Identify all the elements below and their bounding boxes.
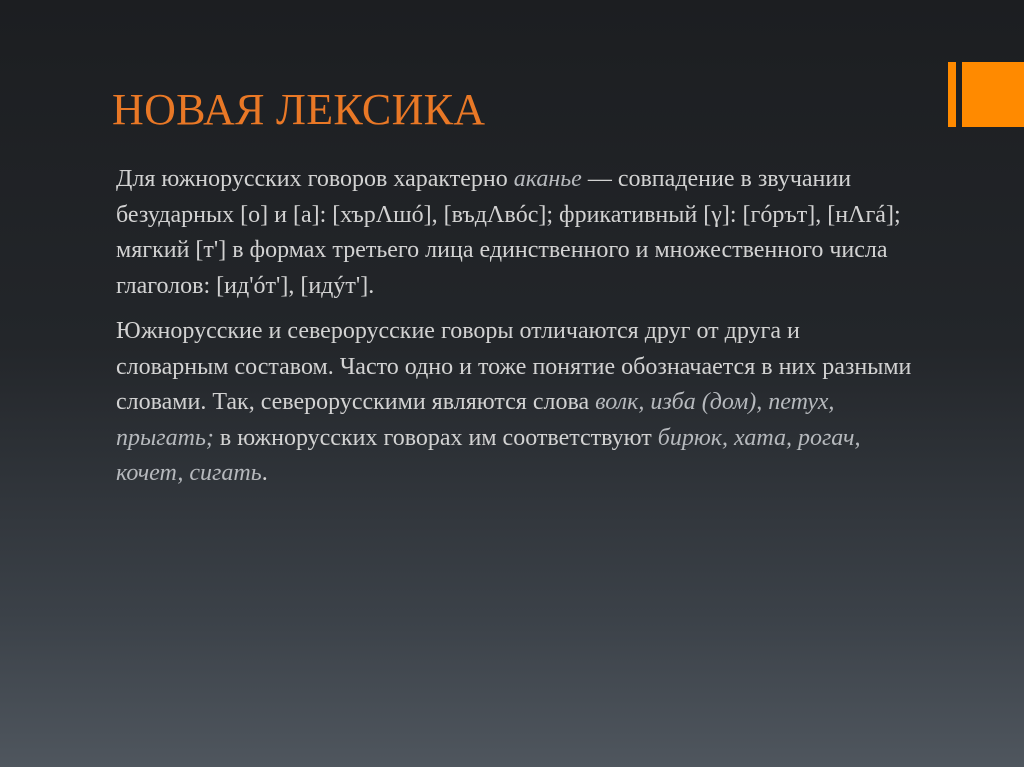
accent-bar-thin	[948, 62, 956, 127]
northern-words: волк, изба (дом), петух, прыгать;	[116, 389, 835, 451]
slide-title: НОВАЯ ЛЕКСИКА	[112, 85, 486, 134]
slide-body	[116, 162, 916, 492]
accent-bar-thick	[962, 62, 1024, 127]
paragraph-1-body: — совпадение в звучании безударных [о] и [а]: [хърΛшó], [въдΛвóс]; фрикативный [γ]: [гóрът], [нΛгá]; мягкий [т'] в формах третьего лица единственного и множественного числа глаголов: [ид'óт'], [идýт'].	[116, 166, 901, 299]
paragraph-2-intro: Южнорусские и северорусские говоры отличаются друг от друга и словарным составом. Часто одно и тоже понятие обозначается в них разными словами. Так, северорусскими являются слова	[116, 318, 912, 415]
paragraph-2-end: .	[261, 460, 268, 486]
paragraph-akanye	[116, 162, 916, 304]
southern-words: бирюк, хата, рогач, кочет, сигать	[116, 424, 861, 486]
paragraph-vocabulary	[116, 314, 916, 492]
paragraph-2-middle: в южнорусских говорах им соответствуют	[213, 424, 658, 451]
term-akanye: аканье	[513, 166, 582, 192]
paragraph-1-intro: Для южнорусских говоров характерно	[116, 166, 514, 192]
